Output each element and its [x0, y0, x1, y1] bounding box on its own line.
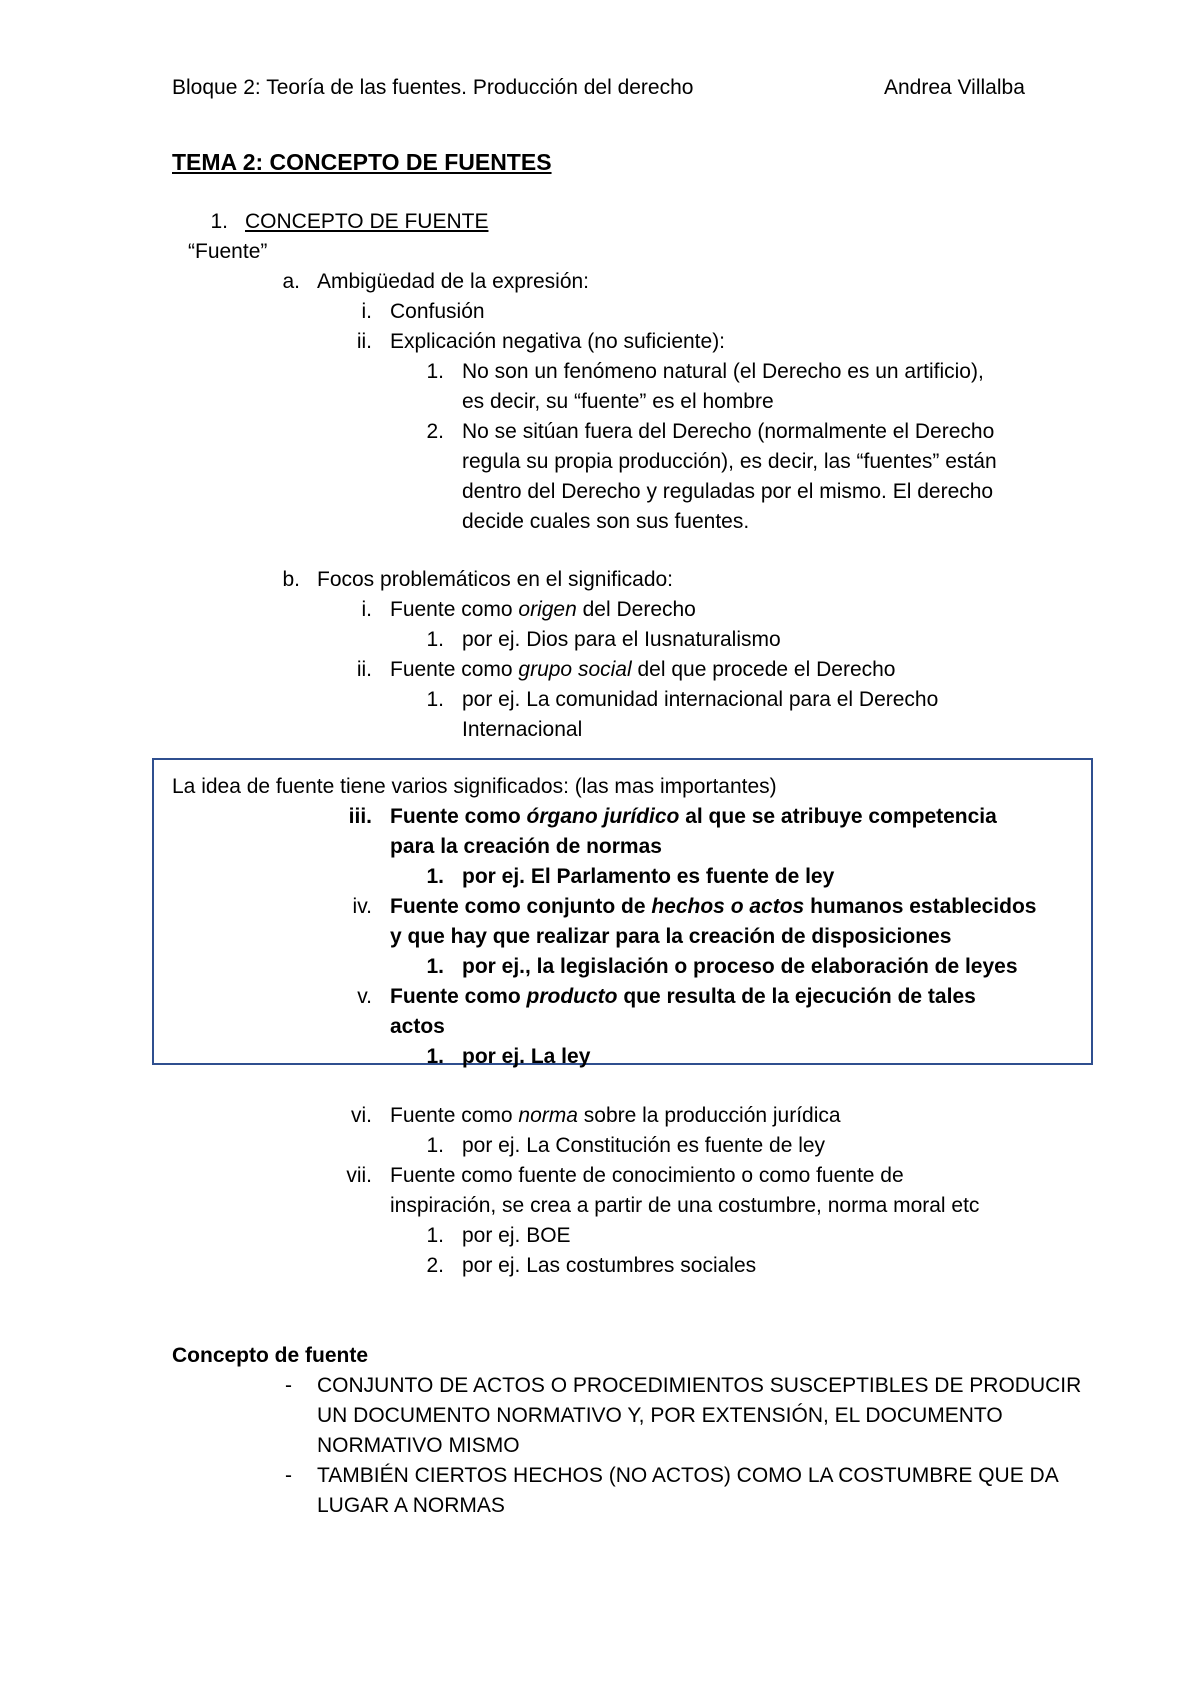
example-text: por ej., la legislación o proceso de elaboración de leyes: [462, 955, 1018, 978]
item-a-ii-text: Explicación negativa (no suficiente):: [390, 330, 726, 353]
example-text: Internacional: [462, 718, 583, 741]
item-b-text: Focos problemáticos en el significado:: [317, 568, 674, 591]
emphasis: norma: [518, 1104, 578, 1127]
item-a-ii-2-line: decide cuales son sus fuentes.: [462, 510, 750, 533]
example-text: por ej. La comunidad internacional para el Derecho: [462, 688, 939, 711]
item-a-i-text: Confusión: [390, 300, 485, 323]
list-marker-a-ii: ii.: [356, 330, 372, 353]
emphasis: hechos o actos: [651, 895, 805, 918]
list-marker-vii-1: 1.: [426, 1224, 444, 1247]
dash-marker: -: [285, 1464, 292, 1487]
page-title: TEMA 2: CONCEPTO DE FUENTES: [172, 149, 552, 175]
header-right: Andrea Villalba: [884, 76, 1025, 99]
list-marker-iii: iii.: [348, 805, 372, 828]
concepto-item-line: LUGAR A NORMAS: [317, 1494, 505, 1517]
emphasis: órgano jurídico: [526, 805, 680, 828]
list-marker-vi: vi.: [351, 1104, 372, 1127]
list-marker-a: a.: [282, 270, 300, 293]
list-marker-vii: vii.: [346, 1164, 372, 1187]
example-text: por ej. La Constitución es fuente de ley: [462, 1134, 826, 1157]
list-marker-a-ii-2: 2.: [426, 420, 444, 443]
example-text: por ej. Las costumbres sociales: [462, 1254, 757, 1277]
emphasis: origen: [518, 598, 577, 621]
list-marker-b-i: i.: [361, 598, 372, 621]
term-fuente: “Fuente”: [188, 240, 268, 263]
box-intro: La idea de fuente tiene varios significados: (las mas importantes): [172, 775, 777, 798]
list-marker-vi-1: 1.: [426, 1134, 444, 1157]
item-a-ii-1-line: es decir, su “fuente” es el hombre: [462, 390, 774, 413]
item-a-ii-2-line: regula su propia producción), es decir, las “fuentes” están: [462, 450, 997, 473]
item-iii-text: Fuente como órgano jurídico al que se atribuye competencia: [390, 805, 997, 828]
item-v-text: Fuente como producto que resulta de la ejecución de tales: [390, 985, 976, 1008]
item-a-ii-1-line: No son un fenómeno natural (el Derecho es un artificio),: [462, 360, 984, 383]
item-a-text: Ambigüedad de la expresión:: [317, 270, 590, 293]
list-marker-iv: iv.: [352, 895, 372, 918]
list-marker-iv-1: 1.: [426, 955, 444, 978]
list-marker-iii-1: 1.: [426, 865, 444, 888]
dash-marker: -: [285, 1374, 292, 1397]
list-marker-v-1: 1.: [426, 1045, 444, 1068]
header-left: Bloque 2: Teoría de las fuentes. Producción del derecho: [172, 76, 694, 99]
example-text: por ej. La ley: [462, 1045, 591, 1068]
list-marker-a-ii-1: 1.: [426, 360, 444, 383]
item-vii-line: inspiración, se crea a partir de una costumbre, norma moral etc: [390, 1194, 980, 1217]
item-iv-text: Fuente como conjunto de hechos o actos humanos establecidos: [390, 895, 1037, 918]
emphasis: producto: [526, 985, 618, 1008]
list-marker-b: b.: [282, 568, 300, 591]
list-marker-b-ii-1: 1.: [426, 688, 444, 711]
list-marker-vii-2: 2.: [426, 1254, 444, 1277]
list-marker-v: v.: [357, 985, 372, 1008]
concepto-item-line: UN DOCUMENTO NORMATIVO Y, POR EXTENSIÓN, EL DOCUMENTO: [317, 1404, 1003, 1427]
section-heading: CONCEPTO DE FUENTE: [245, 210, 489, 233]
emphasis: grupo social: [518, 658, 632, 681]
example-text: por ej. Dios para el Iusnaturalismo: [462, 628, 781, 651]
item-b-i-text: Fuente como origen del Derecho: [390, 598, 696, 621]
section-marker: 1.: [210, 210, 228, 233]
concepto-heading: Concepto de fuente: [172, 1344, 369, 1367]
item-v-line: actos: [390, 1015, 445, 1038]
example-text: por ej. El Parlamento es fuente de ley: [462, 865, 835, 888]
item-b-ii-text: Fuente como grupo social del que procede el Derecho: [390, 658, 896, 681]
example-text: por ej. BOE: [462, 1224, 571, 1247]
concepto-item-line: TAMBIÉN CIERTOS HECHOS (NO ACTOS) COMO LA COSTUMBRE QUE DA: [317, 1464, 1059, 1487]
list-marker-b-ii: ii.: [356, 658, 372, 681]
item-a-ii-2-line: dentro del Derecho y reguladas por el mismo. El derecho: [462, 480, 994, 503]
list-marker-a-i: i.: [361, 300, 372, 323]
concepto-item-line: CONJUNTO DE ACTOS O PROCEDIMIENTOS SUSCEPTIBLES DE PRODUCIR: [317, 1374, 1082, 1397]
list-marker-b-i-1: 1.: [426, 628, 444, 651]
item-vi-text: Fuente como norma sobre la producción jurídica: [390, 1104, 841, 1127]
item-iv-line: y que hay que realizar para la creación de disposiciones: [390, 925, 952, 948]
concepto-item-line: NORMATIVO MISMO: [317, 1434, 520, 1457]
item-iii-line: para la creación de normas: [390, 835, 662, 858]
item-vii-line: Fuente como fuente de conocimiento o como fuente de: [390, 1164, 904, 1187]
item-a-ii-2-line: No se sitúan fuera del Derecho (normalmente el Derecho: [462, 420, 995, 443]
